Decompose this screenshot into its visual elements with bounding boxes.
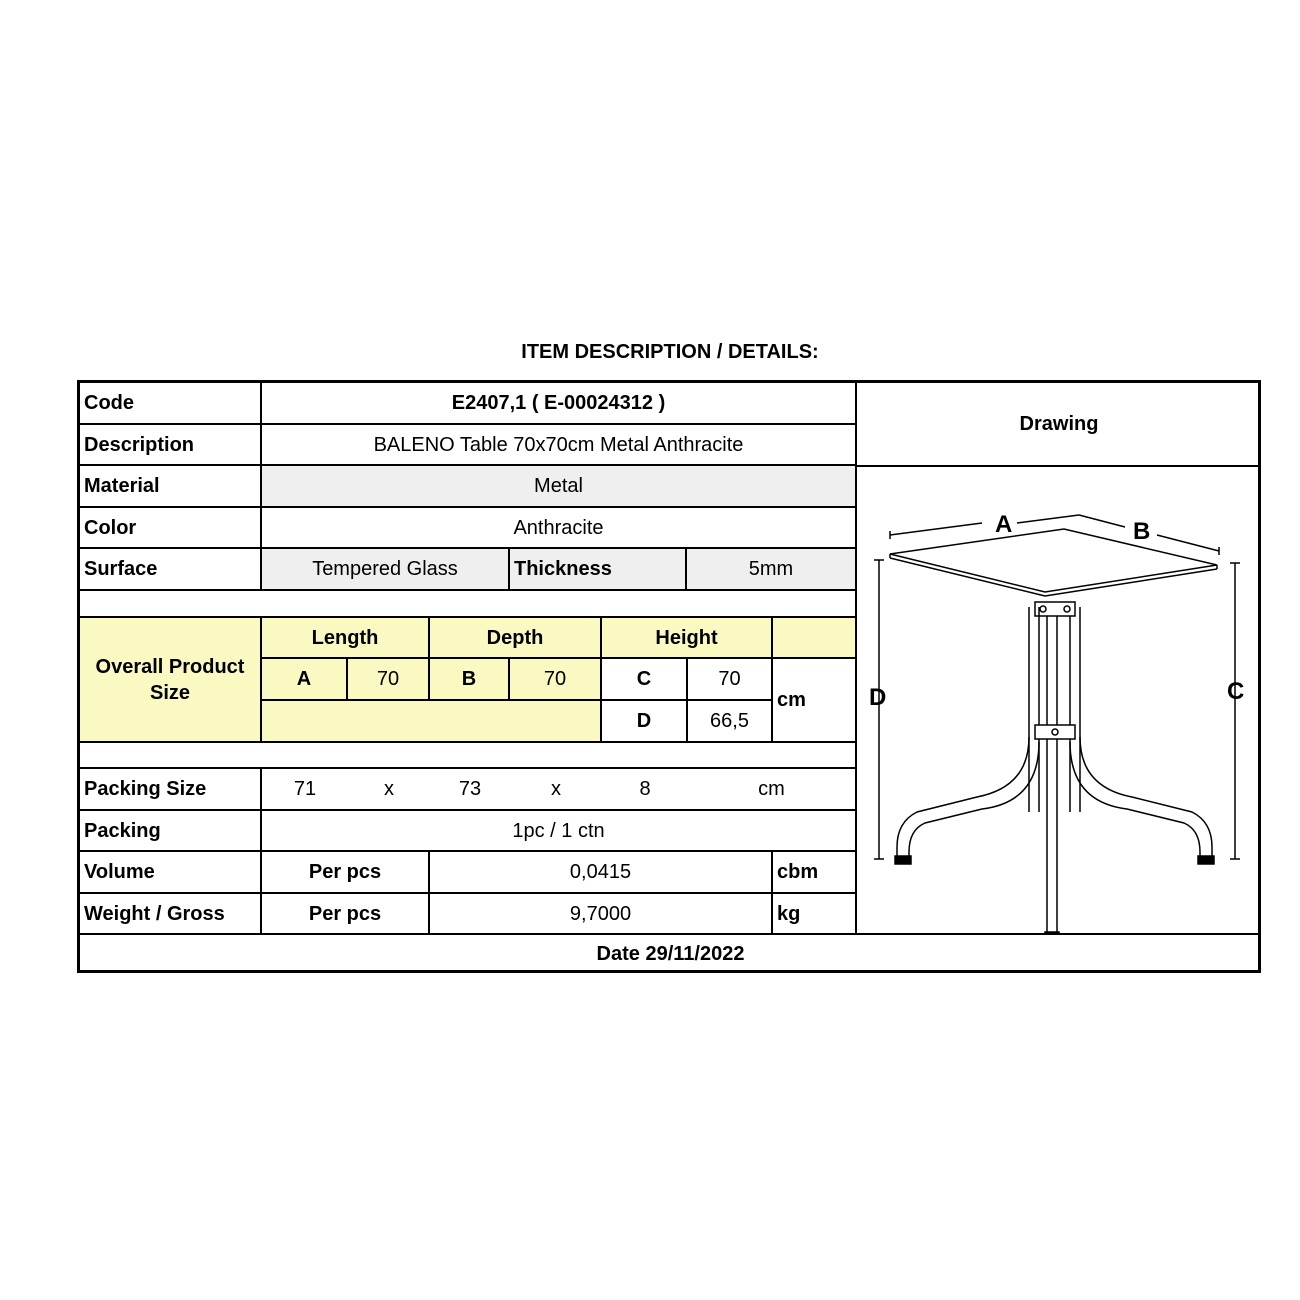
unit-header-cell	[773, 618, 857, 659]
volume-unit: cbm	[773, 852, 857, 894]
weight-value: 9,7000	[430, 894, 773, 935]
description-value: BALENO Table 70x70cm Metal Anthracite	[262, 425, 857, 466]
packing-unit: cm	[688, 769, 857, 811]
packing-label: Packing	[80, 811, 262, 852]
dim-label-a: A	[995, 511, 1013, 538]
color-value: Anthracite	[262, 508, 857, 549]
surface-value: Tempered Glass	[262, 549, 510, 591]
drawing-header: Drawing	[857, 383, 1261, 467]
packing-width: 73	[430, 769, 510, 811]
dim-d-label: D	[602, 701, 688, 743]
dim-c-value: 70	[688, 659, 773, 701]
spacer-row	[80, 591, 857, 618]
packing-length: 71	[262, 769, 348, 811]
thickness-value: 5mm	[687, 549, 857, 591]
description-label: Description	[80, 425, 262, 466]
overall-size-label: Overall Product Size	[80, 618, 262, 743]
weight-label: Weight / Gross	[80, 894, 262, 935]
dim-d-value: 66,5	[688, 701, 773, 743]
material-value: Metal	[262, 466, 857, 508]
date-footer: Date 29/11/2022	[596, 943, 745, 965]
packing-size-label: Packing Size	[80, 769, 262, 811]
table-drawing	[857, 467, 1261, 933]
code-label: Code	[80, 383, 262, 425]
dim-label-d: D	[869, 684, 887, 711]
packing-height: 8	[602, 769, 688, 811]
length-header: Length	[262, 618, 430, 659]
dim-a-label: A	[262, 659, 348, 701]
packing-x-2: x	[510, 769, 602, 811]
dim-b-value: 70	[510, 659, 602, 701]
material-label: Material	[80, 466, 262, 508]
volume-label: Volume	[80, 852, 262, 894]
dim-label-c: C	[1227, 678, 1245, 705]
spacer-row	[80, 743, 857, 769]
dim-a-value: 70	[348, 659, 430, 701]
spec-sheet	[77, 380, 1261, 973]
surface-label: Surface	[80, 549, 262, 591]
volume-value: 0,0415	[430, 852, 773, 894]
packing-x-1: x	[348, 769, 430, 811]
dim-c-label: C	[602, 659, 688, 701]
size-empty-cell	[262, 701, 602, 743]
weight-per: Per pcs	[262, 894, 430, 935]
document-title: ITEM DESCRIPTION / DETAILS:	[521, 341, 819, 363]
depth-header: Depth	[430, 618, 602, 659]
thickness-label: Thickness	[510, 549, 687, 591]
packing-value: 1pc / 1 ctn	[262, 811, 857, 852]
volume-per: Per pcs	[262, 852, 430, 894]
dim-label-b: B	[1133, 518, 1151, 545]
color-label: Color	[80, 508, 262, 549]
size-unit: cm	[773, 659, 857, 743]
weight-unit: kg	[773, 894, 857, 935]
dim-b-label: B	[430, 659, 510, 701]
height-header: Height	[602, 618, 773, 659]
code-value: E2407,1 ( E-00024312 )	[262, 383, 857, 425]
